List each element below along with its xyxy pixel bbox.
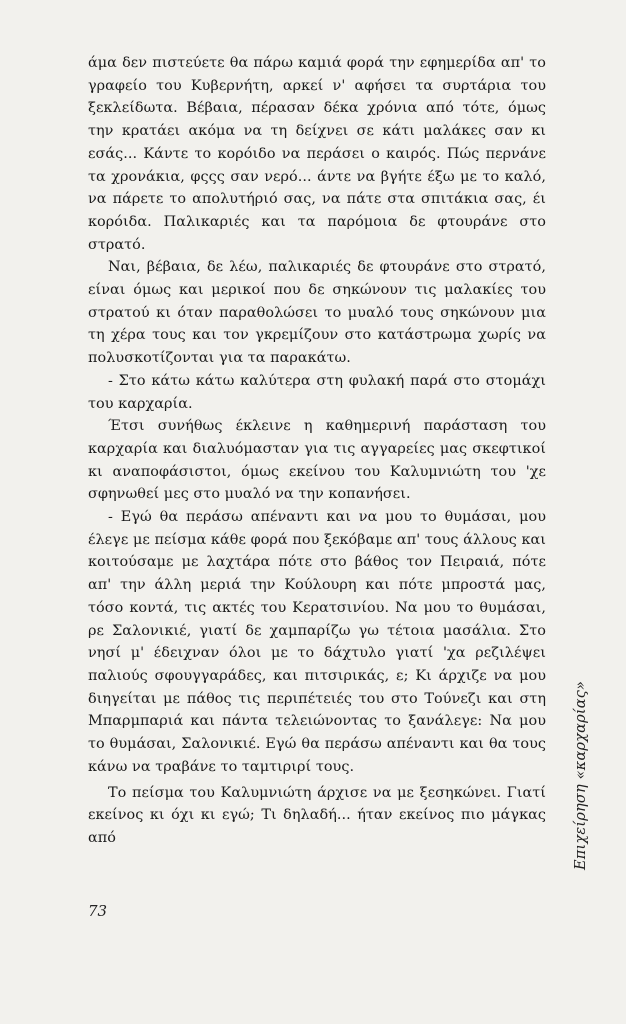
- body-text: [88, 52, 546, 850]
- running-head: Επιχείρηση «καρχαρίας»: [573, 680, 589, 870]
- paragraph-4: Έτσι συνήθως έκλεινε η καθημερινή παράσταση του καρχαρία και διαλυόμασταν για τις αγγαρείες μας σκεφτικοί κι αναποφάσιστοι, όμως εκείνου του Καλυμνιώτη του 'χε σφηνωθεί μες στο μυαλό να την κοπανήσει.: [88, 418, 546, 503]
- paragraph-2: Ναι, βέβαια, δε λέω, παλικαριές δε φτουράνε στο στρατό, είναι όμως και μερικοί που δε σηκώνουν τις μαλακίες του στρατού κι όταν παραθολώσει το μυαλό τους σηκώνουν μια τη χέρα τους και τον γκρεμίζουν στο κατάστρωμα χωρίς να πολυσκοτίζονται για τα παρακάτω.: [88, 259, 546, 367]
- paragraph-5: - Εγώ θα περάσω απέναντι και να μου το θυμάσαι, μου έλεγε με πείσμα κάθε φορά που ξεκόβαμε απ' τους άλλους και κοιτούσαμε με λαχτάρα πότε στο βάθος τον Πειραιά, πότε απ' την άλλη μεριά την Κούλουρη και πότε μπροστά μας, τόσο κοντά, τις ακτές του Κερατσινίου. Να μου το θυμάσαι, ρε Σαλονικιέ, γιατί δε χαμπαρίζω γω τέτοια μασάλια. Στο νησί μ' έδειχναν όλοι με το δάχτυλο γιατί 'χα ρεζιλέψει παλιούς σφουγγαράδες, και πιτσιρικάς, ε; Κι άρχιζε να μου διηγείται με πάθος τις περιπέτειές του στο Τούνεζι και στη Μπαρμπαριά και πάντα τελειώνοντας το ξανάλεγε: Να μου το θυμάσαι, Σαλονικιέ. Εγώ θα περάσω απέναντι και θα τους κάνω να τραβάνε το ταμτιριρί τους.: [88, 509, 546, 775]
- paragraph-1: άμα δεν πιστεύετε θα πάρω καμιά φορά την εφημερίδα απ' το γραφείο του Κυβερνήτη, αρκεί ν' αφήσει τα συρτάρια του ξεκλείδωτα. Βέβαια, πέρασαν δέκα χρόνια από τότε, όμως την κρατάει ακόμα να τη δείχνει σε κάτι μαλάκες σαν κι εσάς... Κάντε το κορόιδο να περάσει ο καιρός. Πώς περνάνε τα χρονάκια, φςςς σαν νερό... άντε να βγήτε έξω με το καλό, να πάρετε το απολυτήριό σας, να πάτε στα σπιτάκια σας, έι κορόιδα. Παλικαριές και τα παρόμοια δε φτουράνε στο στρατό.: [88, 55, 546, 253]
- paragraph-6: Το πείσμα του Καλυμνιώτη άρχισε να με ξεσηκώνει. Γιατί εκείνος κι όχι κι εγώ; Τι δηλαδή... ήταν εκείνος πιο μάγκας από: [88, 784, 546, 846]
- paragraph-3: - Στο κάτω κάτω καλύτερα στη φυλακή παρά στο στομάχι του καρχαρία.: [88, 372, 546, 412]
- page-number: 73: [88, 902, 108, 920]
- page-edge: [626, 0, 633, 1024]
